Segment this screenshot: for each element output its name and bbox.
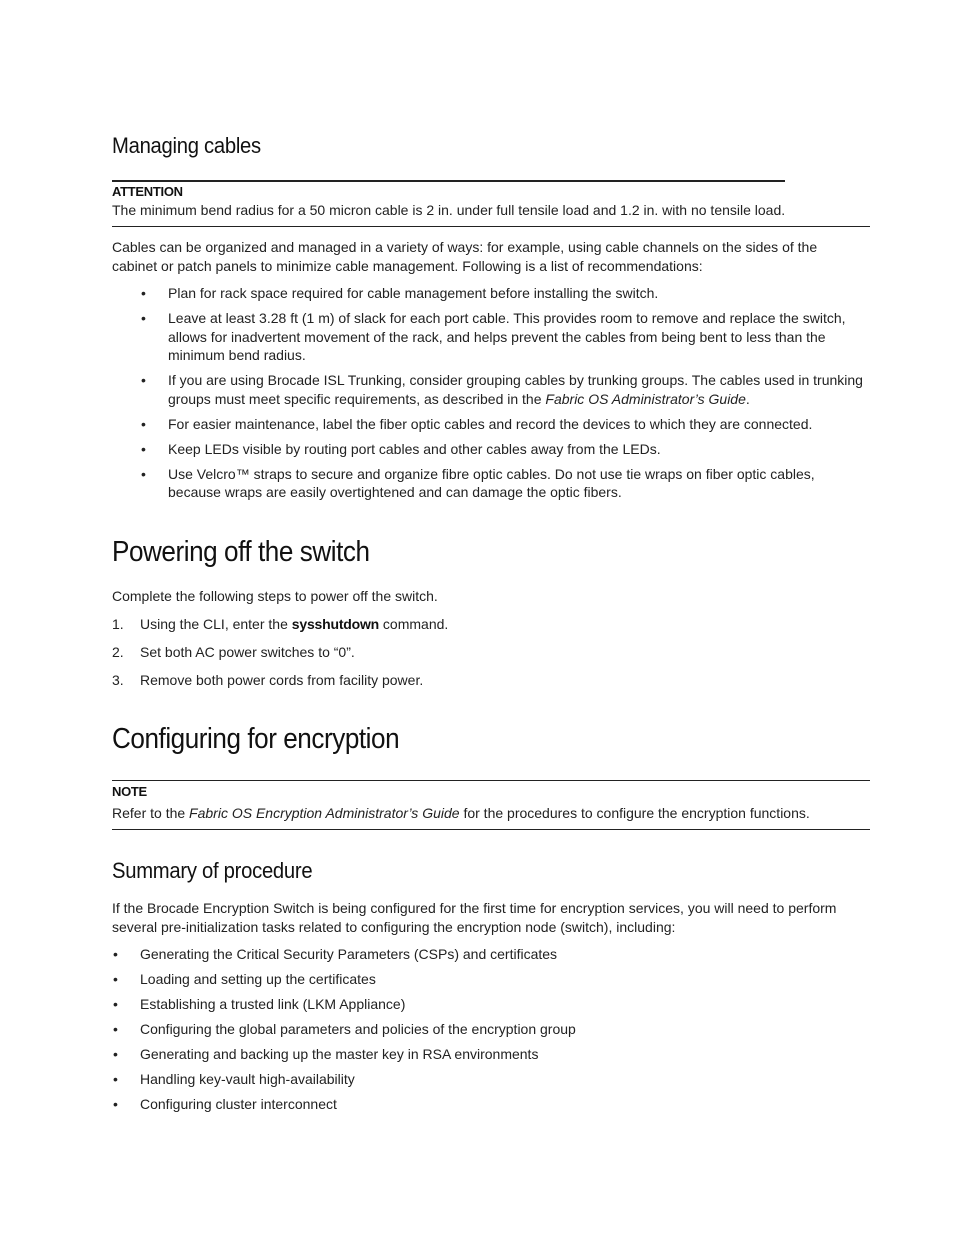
step-item: 2. Set both AC power switches to “0”. [112,644,355,660]
sysshutdown-command: sysshutdown [291,616,380,632]
list-item: • Use Velcro™ straps to secure and organize fibre optic cables. Do not use tie wraps on fiber optic cables, because wraps are easily overtightened and can damage the optic fibers. [141,465,815,500]
admin-guide-reference: Fabric OS Administrator’s Guide [545,390,746,407]
managing-cables-heading: Managing cables [112,133,261,158]
attention-bottom-rule [112,226,870,227]
bullet-glyph: • [141,285,146,301]
bullet-glyph: • [141,440,146,457]
step-number: 3. [112,672,124,688]
note-label: NOTE [112,784,147,799]
pre-initialization-tasks-list [113,945,860,1114]
note-bottom-rule [112,829,870,830]
bullet-glyph: • [113,1071,118,1087]
list-item: • Configuring cluster interconnect [113,1096,337,1112]
step-item: 3. Remove both power cords from facility power. [112,672,424,688]
bullet-glyph: • [141,310,146,326]
list-item: • Keep LEDs visible by routing port cables and other cables away from the LEDs. [141,440,661,457]
note-top-rule [112,780,870,781]
list-item: • If you are using Brocade ISL Trunking, consider grouping cables by trunking groups. The cables used in trunking groups must meet specific requirements, as described in the Fabric OS Administrator’s Guide. [141,372,863,407]
bullet-glyph: • [113,1096,118,1112]
bullet-glyph: • [113,1046,118,1062]
attention-top-rule [112,180,785,182]
list-item: • Generating and backing up the master key in RSA environments [113,1046,539,1062]
powering-off-intro: Complete the following steps to power off the switch. [112,588,438,604]
bullet-glyph: • [141,372,146,388]
encryption-guide-reference: Fabric OS Encryption Administrator’s Guide [189,805,460,821]
list-item: • Loading and setting up the certificates [113,971,376,987]
step-number: 2. [112,644,124,660]
encryption-heading: Configuring for encryption [112,723,400,755]
bullet-glyph: • [113,971,118,987]
powering-off-heading: Powering off the switch [112,536,370,568]
power-off-steps [112,615,860,690]
list-item: • Leave at least 3.28 ft (1 m) of slack for each port cable. This provides room to remove and replace the switch, allows for inadvertent movement of the rack, and helps prevent the cables from being bent to less than the minimum bend radius. [141,310,846,363]
attention-text: The minimum bend radius for a 50 micron cable is 2 in. under full tensile load and 1.2 in. with no tensile load. [112,202,786,218]
bullet-glyph: • [141,415,146,432]
summary-heading: Summary of procedure [112,858,313,883]
attention-label: ATTENTION [112,184,183,199]
cable-recommendations-list [141,284,864,502]
managing-cables-intro: Cables can be organized and managed in a variety of ways: for example, using cable channels on the sides of the cabinet or patch panels to minimize cable management. Following is a list of recommendations: [112,239,818,274]
bullet-glyph: • [113,1021,118,1037]
note-text: Refer to the Fabric OS Encryption Administrator’s Guide for the procedures to configure the encryption functions. [112,805,810,821]
list-item: • Configuring the global parameters and policies of the encryption group [113,1021,576,1037]
step-number: 1. [112,616,124,632]
bullet-glyph: • [113,996,118,1012]
list-item: • Generating the Critical Security Parameters (CSPs) and certificates [113,946,558,962]
step-item: 1. Using the CLI, enter the sysshutdown command. [112,616,449,632]
list-item: • Establishing a trusted link (LKM Appliance) [113,996,406,1012]
list-item: • For easier maintenance, label the fiber optic cables and record the devices to which they are connected. [141,415,813,432]
list-item: • Plan for rack space required for cable management before installing the switch. [141,285,659,301]
bullet-glyph: • [141,465,146,482]
summary-intro: If the Brocade Encryption Switch is being configured for the first time for encryption services, you will need to perform several pre-initialization tasks related to configuring the encryption node (switch), including: [112,900,837,935]
bullet-glyph: • [113,946,118,962]
list-item: • Handling key-vault high-availability [113,1071,355,1087]
